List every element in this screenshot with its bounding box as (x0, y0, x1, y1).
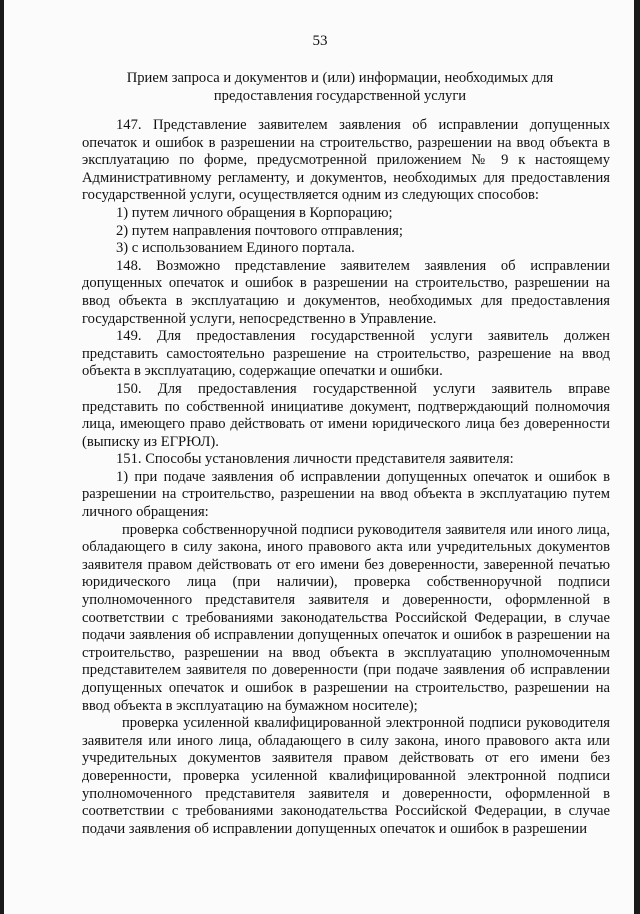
scan-edge-right (634, 0, 640, 914)
document-body (82, 117, 610, 838)
list-item-2: 2) путем направления почтового отправления; (116, 222, 403, 239)
list-item-1: 1) путем личного обращения в Корпорацию; (116, 204, 393, 221)
paragraph-150: 150. Для предоставления государственной услуги заявитель вправе представить по собственной инициативе документ, подтверждающий полномочия лица, имеющего право действовать от имени юридического лица без доверенности (выписку из ЕГРЮЛ). (82, 380, 610, 450)
paragraph-151: 151. Способы установления личности представителя заявителя: (116, 451, 514, 468)
paragraph-electronic-signature-check: проверка усиленной квалифицированной электронной подписи руководителя заявителя или иного лица, обладающего в силу закона, иного правового акта или учредительных документов заявителя правом действовать от его имени без доверенности, проверка усиленной квалифицированной электронной подписи уполномоченного представителя заявителя и доверенности, оформленной в соответствии с требованиями законодательства Российской Федерации, в случае подачи заявления об исправлении допущенных опечаток и ошибок в разрешении (82, 715, 610, 837)
section-heading: Прием запроса и документов и (или) информации, необходимых для предоставления государственной услуги (126, 70, 554, 104)
list-item-3: 3) с использованием Единого портала. (116, 240, 355, 257)
page-number: 53 (312, 33, 328, 49)
paragraph-148: 148. Возможно представление заявителем заявления об исправлении допущенных опечаток и ошибок в разрешении на строительство, разрешении на ввод объекта в эксплуатацию и документов, необходимых для предоставления государственной услуги, непосредственно в Управление. (82, 257, 610, 327)
paragraph-149: 149. Для предоставления государственной услуги заявитель должен представить самостоятельно разрешение на строительство, разрешение на ввод объекта в эксплуатацию, содержащие опечатки и ошибки. (82, 328, 610, 380)
paragraph-147: 147. Представление заявителем заявления об исправлении допущенных опечаток и ошибок в разрешении на строительство, разрешении на ввод объекта в эксплуатацию по форме, предусмотренной приложением № 9 к настоящему Административному регламенту, и документов, необходимых для предоставления государственной услуги, осуществляется одним из следующих способов: (82, 117, 610, 204)
paragraph-signature-check: проверка собственноручной подписи руководителя заявителя или иного лица, обладающего в силу закона, иного правового акта или учредительных документов заявителя правом действовать от его имени без доверенности, заверенной печатью юридического лица (при наличии), проверка собственноручной подписи уполномоченного представителя заявителя и доверенности, оформленной в соответствии с требованиями законодательства Российской Федерации, в случае подачи заявления об исправлении допущенных опечаток и ошибок в разрешении на строительство, разрешении на ввод объекта в эксплуатацию уполномоченным представителем заявителя по доверенности (при подаче заявления об исправлении допущенных опечаток и ошибок в разрешении на строительство, разрешении на ввод объекта в эксплуатацию на бумажном носителе); (82, 521, 610, 714)
paragraph-151-item-1: 1) при подаче заявления об исправлении допущенных опечаток и ошибок в разрешении на строительство, разрешении на ввод объекта в эксплуатацию путем личного обращения: (82, 468, 610, 521)
scan-edge-left (0, 0, 4, 914)
